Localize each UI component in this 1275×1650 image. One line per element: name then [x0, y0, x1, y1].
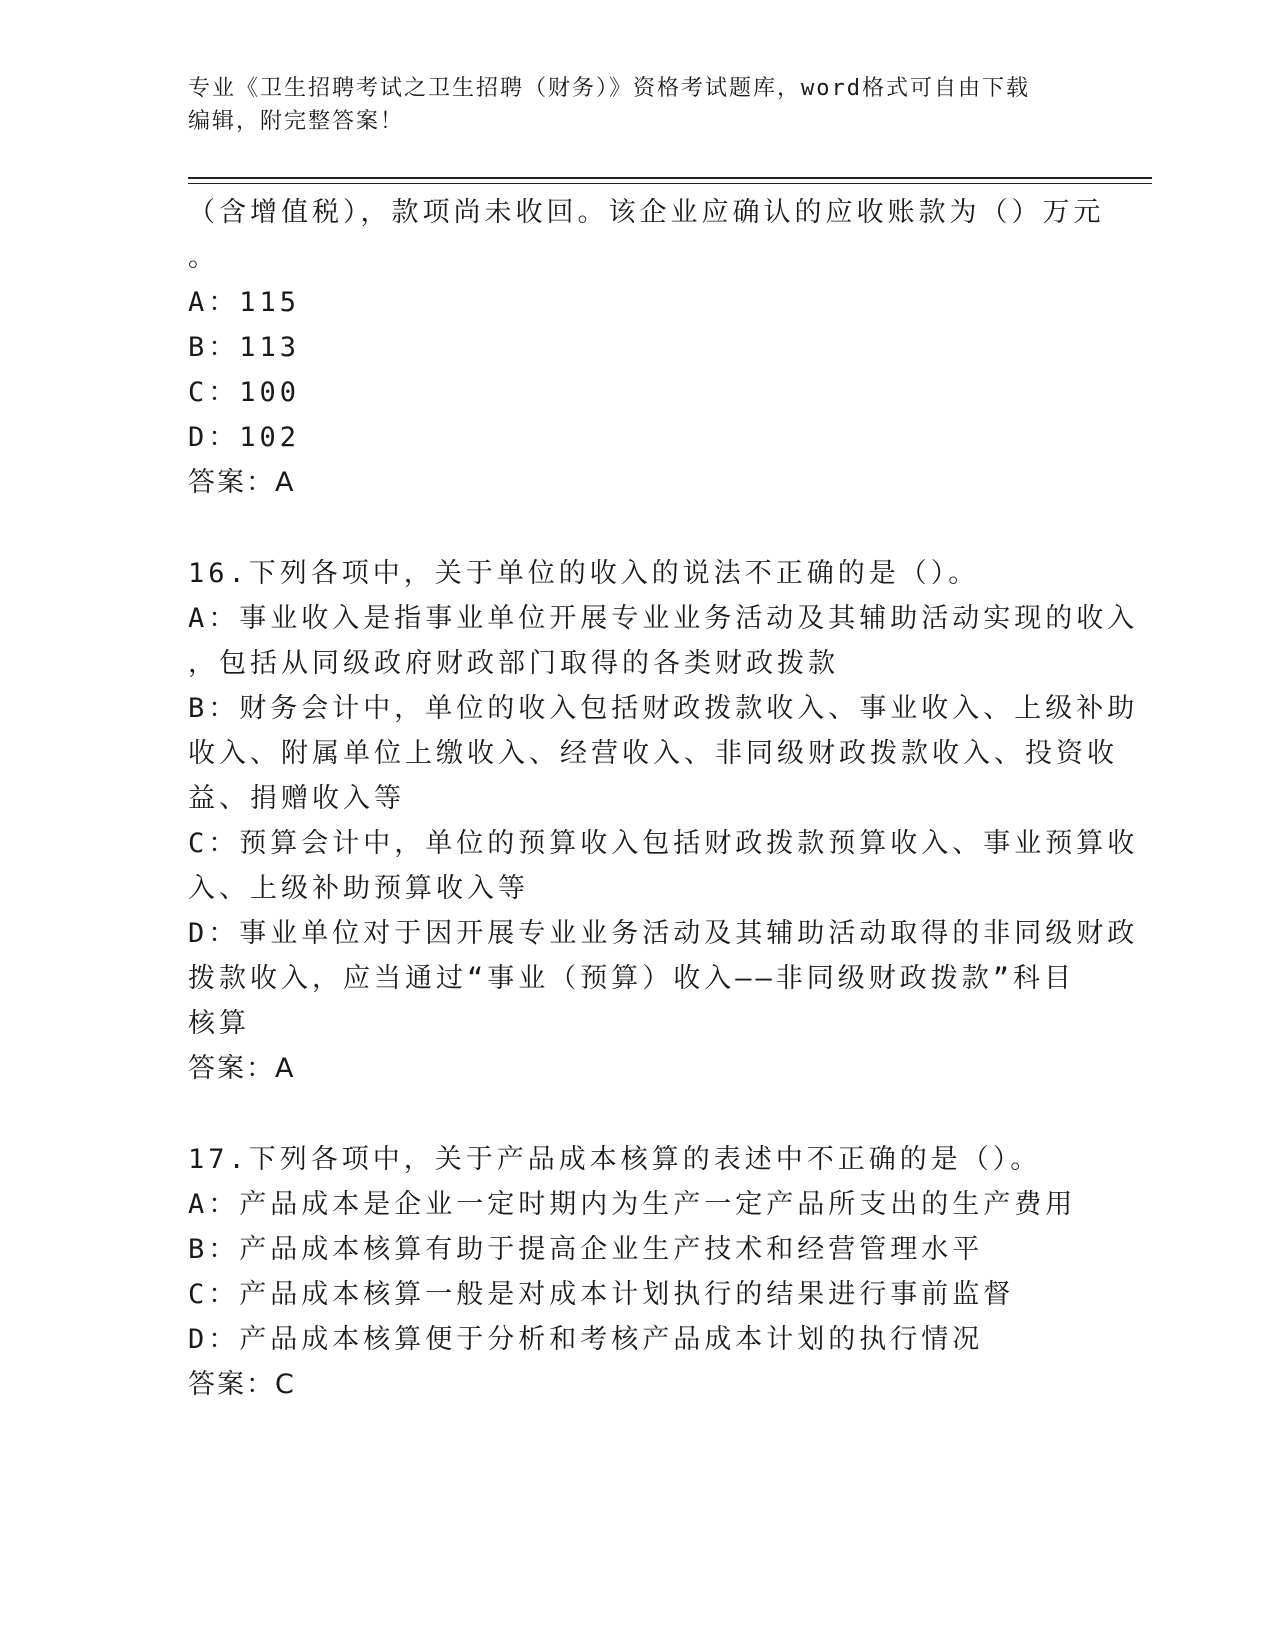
- question-stem-line: 。: [188, 242, 219, 273]
- option-a: A：115: [188, 287, 301, 318]
- header-divider-thick: [188, 177, 1152, 179]
- option-d: D：102: [188, 422, 301, 453]
- answer-line: 答案：C: [188, 1369, 296, 1400]
- option-d-continued: 拨款收入，应当通过“事业（预算）收入——非同级财政拨款”科目: [188, 963, 1076, 994]
- option-d: D：产品成本核算便于分析和考核产品成本计划的执行情况: [188, 1324, 984, 1355]
- option-c-continued: 入、上级补助预算收入等: [188, 873, 529, 904]
- option-b-continued: 收入、附属单位上缴收入、经营收入、非同级财政拨款收入、投资收: [188, 738, 1118, 769]
- answer-line: 答案：A: [188, 1053, 296, 1084]
- option-b: B：财务会计中，单位的收入包括财政拨款收入、事业收入、上级补助: [188, 693, 1139, 724]
- question-stem: 16.下列各项中，关于单位的收入的说法不正确的是（）。: [188, 558, 980, 589]
- option-a: A：产品成本是企业一定时期内为生产一定产品所支出的生产费用: [188, 1189, 1077, 1220]
- question-15: [188, 190, 1105, 505]
- header-line-1: 专业《卫生招聘考试之卫生招聘（财务）》资格考试题库，word格式可自由下载: [188, 76, 1030, 101]
- question-spacer: [188, 505, 1088, 551]
- option-b: B：产品成本核算有助于提高企业生产技术和经营管理水平: [188, 1234, 984, 1265]
- question-stem-line: （含增值税），款项尚未收回。该企业应确认的应收账款为（）万元: [188, 197, 1105, 228]
- option-d-continued: 核算: [188, 1008, 250, 1039]
- option-c: C：预算会计中，单位的预算收入包括财政拨款预算收入、事业预算收: [188, 828, 1139, 859]
- answer-line: 答案：A: [188, 467, 296, 498]
- question-list: [188, 190, 1139, 1407]
- option-a-continued: ，包括从同级政府财政部门取得的各类财政拨款: [188, 648, 839, 679]
- question-16: [188, 551, 1139, 1091]
- question-stem: 17.下列各项中，关于产品成本核算的表述中不正确的是（）。: [188, 1144, 1042, 1175]
- option-c: C：产品成本核算一般是对成本计划执行的结果进行事前监督: [188, 1279, 1015, 1310]
- option-c: C：100: [188, 377, 301, 408]
- question-17: [188, 1137, 1088, 1407]
- document-header: [188, 72, 1068, 138]
- header-divider-thin: [188, 183, 1152, 184]
- option-b: B：113: [188, 332, 301, 363]
- option-d: D：事业单位对于因开展专业业务活动及其辅助活动取得的非同级财政: [188, 918, 1139, 949]
- option-b-continued: 益、捐赠收入等: [188, 783, 405, 814]
- option-a: A：事业收入是指事业单位开展专业业务活动及其辅助活动实现的收入: [188, 603, 1139, 634]
- header-line-2: 编辑，附完整答案！: [188, 109, 405, 134]
- question-spacer: [188, 1091, 1088, 1137]
